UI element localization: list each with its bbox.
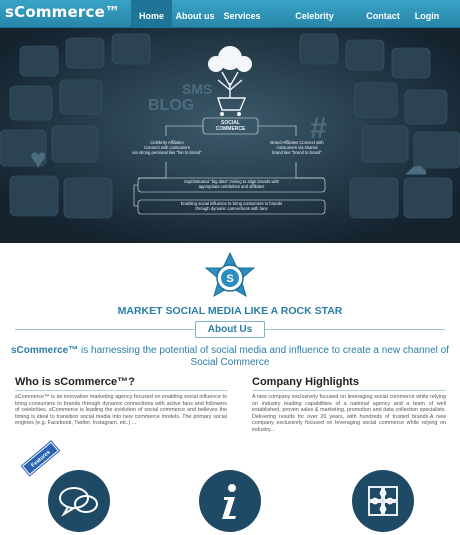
- feature-solutions[interactable]: [352, 470, 414, 532]
- feature-communication[interactable]: [48, 470, 110, 532]
- features-ribbon: Features: [22, 442, 59, 476]
- feature-information[interactable]: [199, 470, 261, 532]
- svg-text:S: S: [226, 273, 234, 285]
- hero-banner: [0, 28, 460, 243]
- nav-login[interactable]: Login: [414, 11, 440, 21]
- speech-bubbles-icon: [48, 470, 110, 532]
- highlights-text: A new company exclusively focused on leveraging social commerce while relying on industry leading capabilities of a national agency and a team of well established, proven sales & marketing, promotion and data collection specialists. Delivering results for over 20 years, with hundreds of trusted brands.A new company exclusively focused on leveraging social commerce while relying on industry...: [252, 394, 446, 433]
- celebrity-affiliates-text: Celebrity Affiliates Connect with consumers via strong personal ties "fan to brand": [132, 140, 202, 155]
- tagline: MARKET SOCIAL MEDIA LIKE A ROCK STAR: [117, 305, 343, 317]
- who-title: Who is sCommerce™?: [15, 376, 135, 388]
- nav-celebrity-partnerships[interactable]: Celebrity: [295, 11, 334, 21]
- nav-services[interactable]: Services: [223, 11, 261, 21]
- brand-logo[interactable]: sCommerce™: [5, 3, 121, 21]
- big-data-text: Sophisticated "big data" mining to align brands with appropriate celebrities and affiliates: [184, 179, 279, 189]
- tree-label-line1: SOCIAL: [221, 120, 240, 126]
- star-logo-icon: [199, 252, 261, 304]
- nav-home[interactable]: Home: [131, 0, 172, 28]
- info-icon: [199, 470, 261, 532]
- nav-contact[interactable]: Contact: [366, 11, 400, 21]
- tree-label-line2: COMMERCE: [215, 126, 246, 132]
- lead-brand: sCommerce™: [10, 345, 79, 356]
- social-commerce-label: [203, 120, 258, 132]
- nav-about[interactable]: About us: [175, 11, 215, 21]
- highlights-title: Company Highlights: [252, 376, 359, 388]
- svg-text:♥: ♥: [30, 143, 47, 174]
- who-text: sCommerce™ is an innovative marketing agency focused on enabling social influence to bring consumers to brands through dynamic connections with active fans and followers of celebrities. sCommerce is leading the evolution of social commerce and believes the timing is ideal to transition social media into new commerce models. The primary social engines (e.g. Facebook, Twitter, Instagram, etc.) ...: [15, 394, 227, 427]
- brand-affiliates-text: Brand Affiliates Connect with consumers via shared brand ties "brand to brand": [270, 140, 324, 155]
- about-us-heading: About Us: [195, 321, 265, 338]
- svg-text:☁: ☁: [405, 154, 427, 179]
- lead-text: is harnessing the potential of social media and influence to create a new channel of Social Commerce: [78, 345, 450, 368]
- who-divider: [15, 390, 228, 391]
- social-influence-text: Enabling social influence to bring consumers to brands through dynamic connections with fans: [180, 201, 283, 211]
- puzzle-icon: [352, 470, 414, 532]
- svg-text:BLOG: BLOG: [148, 97, 195, 114]
- svg-text:#: #: [310, 112, 327, 145]
- lead-paragraph: [10, 345, 450, 369]
- top-nav: [0, 0, 460, 28]
- highlights-divider: [252, 390, 446, 391]
- svg-text:SMS: SMS: [182, 81, 213, 97]
